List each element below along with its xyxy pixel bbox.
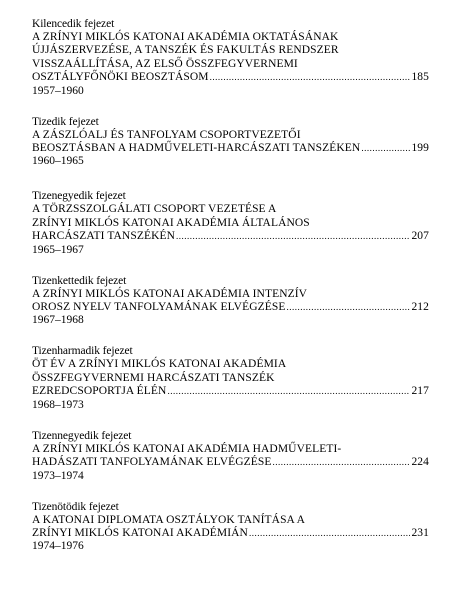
chapter-title-line: ÖT ÉV A ZRÍNYI MIKLÓS KATONAI AKADÉMIA [32, 358, 287, 371]
chapter-title-text: HARCÁSZATI TANSZÉKÉN [32, 230, 176, 243]
chapter-title-last-line [32, 385, 429, 398]
chapter-title-last-line [32, 71, 429, 84]
year-range: 1974–1976 [32, 540, 84, 553]
year-range: 1965–1967 [32, 243, 84, 256]
year-range: 1967–1968 [32, 314, 84, 327]
chapter-title-line: VISSZAÁLLÍTÁSA, AZ ELSŐ ÖSSZFEGYVERNEMI [32, 57, 298, 70]
toc-entry [32, 18, 429, 98]
chapter-title-line: ÖSSZFEGYVERNEMI HARCÁSZATI TANSZÉK [32, 371, 275, 384]
dot-leader [176, 230, 410, 243]
chapter-title-line: ÚJJÁSZERVEZÉSE, A TANSZÉK ÉS FAKULTÁS RENDSZER [32, 44, 339, 57]
dot-leader [167, 385, 410, 398]
page-number: 212 [411, 301, 429, 314]
chapter-title-line: A ZÁSZLÓALJ ÉS TANFOLYAM CSOPORTVEZETŐI [32, 128, 301, 141]
chapter-label: Kilencedik fejezet [32, 18, 115, 30]
year-range: 1973–1974 [32, 469, 84, 482]
chapter-label: Tizenharmadik fejezet [32, 345, 133, 358]
year-range: 1968–1973 [32, 398, 84, 411]
chapter-title-line: A KATONAI DIPLOMATA OSZTÁLYOK TANÍTÁSA A [32, 513, 306, 526]
dot-leader [361, 142, 410, 155]
chapter-label: Tizenötödik fejezet [32, 500, 119, 513]
toc-entry [32, 501, 429, 554]
chapter-title-last-line [32, 301, 429, 314]
chapter-label: Tizedik fejezet [32, 115, 99, 128]
page-number: 224 [411, 456, 429, 469]
year-range: 1960–1965 [32, 155, 84, 168]
chapter-title-last-line [32, 230, 429, 243]
chapter-title-line: A ZRÍNYI MIKLÓS KATONAI AKADÉMIA INTENZÍV [32, 287, 308, 300]
chapter-title-text: ZRÍNYI MIKLÓS KATONAI AKADÉMIÁN [32, 526, 248, 539]
chapter-title-last-line [32, 142, 429, 155]
year-range: 1957–1960 [32, 84, 84, 97]
page-number: 217 [411, 385, 429, 398]
toc-entry [32, 116, 429, 169]
chapter-title-line: A ZRÍNYI MIKLÓS KATONAI AKADÉMIA HADMŰVELETI- [32, 442, 342, 455]
chapter-title-text: HADÁSZATI TANFOLYAMÁNAK ELVÉGZÉSE [32, 456, 272, 469]
chapter-title-text: OROSZ NYELV TANFOLYAMÁNAK ELVÉGZÉSE [32, 301, 286, 314]
page-number: 199 [411, 142, 429, 155]
toc-entry [32, 430, 429, 483]
dot-leader [210, 71, 411, 84]
chapter-label: Tizennegyedik fejezet [32, 429, 132, 442]
dot-leader [286, 301, 410, 314]
chapter-title-last-line [32, 456, 429, 469]
chapter-title-text: BEOSZTÁSBAN A HADMŰVELETI-HARCÁSZATI TANSZÉKEN [32, 142, 361, 155]
chapter-label: Tizenegyedik fejezet [32, 190, 126, 203]
chapter-title-text: OSZTÁLYFŐNÖKI BEOSZTÁSOM [32, 71, 209, 84]
chapter-title-last-line [32, 527, 429, 540]
chapter-title-line: A ZRÍNYI MIKLÓS KATONAI AKADÉMIA OKTATÁSÁNAK [32, 31, 339, 43]
page-number: 185 [411, 71, 429, 84]
chapter-title-text: EZREDCSOPORTJA ÉLÉN [32, 385, 167, 398]
toc-entry [32, 345, 429, 411]
toc-entry [32, 275, 429, 328]
page-number: 231 [411, 526, 429, 539]
dot-leader [249, 527, 410, 540]
chapter-title-line: A TÖRZSSZOLGÁLATI CSOPORT VEZETÉSE A [32, 203, 277, 216]
chapter-label: Tizenkettedik fejezet [32, 274, 127, 287]
toc-entry [32, 190, 429, 256]
dot-leader [273, 456, 411, 469]
chapter-title-line: ZRÍNYI MIKLÓS KATONAI AKADÉMIA ÁLTALÁNOS [32, 216, 310, 229]
page-number: 207 [411, 230, 429, 243]
